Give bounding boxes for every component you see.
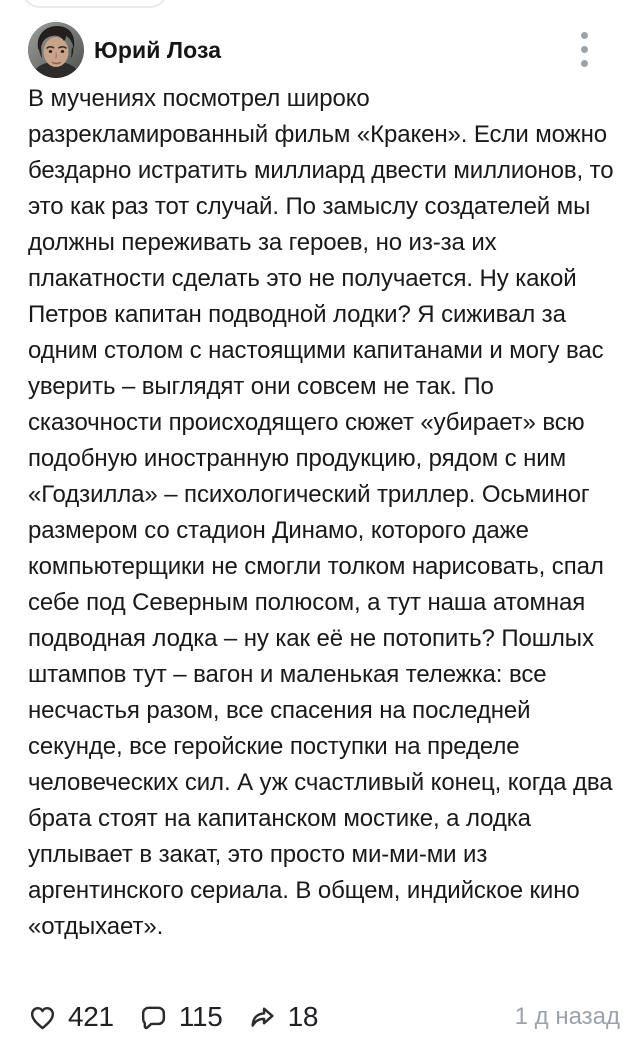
heart-icon	[27, 1002, 58, 1033]
like-button[interactable]	[27, 1001, 114, 1033]
comment-icon	[138, 1002, 169, 1033]
author-name[interactable]: Юрий Лоза	[94, 36, 222, 63]
kebab-dot	[581, 46, 588, 53]
kebab-menu-button[interactable]	[562, 23, 606, 75]
author-portrait-image	[28, 22, 84, 78]
post-header	[28, 21, 620, 79]
avatar[interactable]	[28, 22, 84, 78]
kebab-dot	[581, 60, 588, 67]
comment-count: 115	[178, 1001, 223, 1032]
post-footer	[0, 997, 640, 1037]
previous-card-edge	[22, 0, 168, 8]
comment-button[interactable]	[138, 1001, 223, 1033]
kebab-dot	[581, 32, 588, 39]
share-count: 18	[287, 1001, 319, 1032]
post-timestamp: 1 д назад	[514, 1003, 620, 1030]
share-button[interactable]	[247, 1001, 319, 1033]
share-arrow-icon	[247, 1002, 278, 1033]
post-text: В мучениях посмотрел широко разрекламированный фильм «Кракен». Если можно бездарно истратить миллиард двести миллионов, то это как раз тот случай. По замыслу создателей мы должны переживать за героев, но из-за их плакатности сделать это не получается. Ну какой Петров капитан подводной лодки? Я сиживал за одним столом с настоящими капитанами и могу вас уверить – выглядят они совсем не так. По сказочности происходящего сюжет «убирает» всю подобную иностранную продукцию, рядом с ним «Годзилла» – психологический триллер. Осьминог размером со стадион Динамо, которого даже компьютерщики не смогли толком нарисовать, спал себе под Северным полюсом, а тут наша атомная подводная лодка – ну как её не потопить? Пошлых штампов тут – вагон и маленькая тележка: все несчастья разом, все спасения на последней секунде, все геройские поступки на пределе человеческих сил. А уж счастливый конец, когда два брата стоят на капитанском мостике, а лодка уплывает в закат, это просто ми-ми-ми из аргентинского сериала. В общем, индийское кино «отдыхает».	[28, 85, 621, 940]
like-count: 421	[68, 1001, 114, 1032]
